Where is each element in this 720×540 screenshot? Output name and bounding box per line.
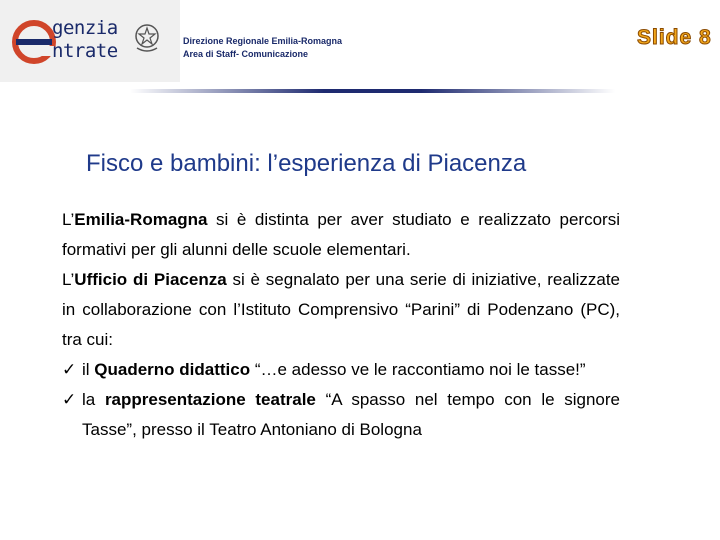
paragraph-emilia-romagna [62,205,620,265]
slide-number-badge: Slide 8 [637,26,712,49]
bullet-emphasis: rappresentazione teatrale [104,390,316,409]
logo-text-line1: genzia [52,17,118,39]
bullet-text: il [82,360,95,379]
check-icon: ✓ [62,390,77,409]
bullet-teatro [62,385,620,445]
agency-logo [0,0,180,82]
bullet-text: la [82,390,105,409]
org-header [183,35,342,61]
bullet-emphasis: Quaderno didattico [94,360,251,379]
paragraph-text: si è segnalato per una serie di iniziative, realizzate in collaborazione con l’Istituto Comprensivo “Parini” di Podenzano (PC), tra cui: [62,270,621,349]
italian-republic-emblem-icon [133,20,161,56]
agency-e-logo-icon [12,20,56,64]
paragraph-ufficio-piacenza [62,265,620,355]
org-name: Direzione Regionale Emilia-Romagna [183,36,343,46]
logo-text-line2: ntrate [52,40,118,62]
slide-body [62,205,620,445]
bullet-quaderno [62,355,620,385]
paragraph-text: L’ [62,210,75,229]
slide-title: Fisco e bambini: l’esperienza di Piacenza [86,150,527,177]
bullet-text: “…e adesso ve le raccontiamo noi le tasse!” [250,360,586,379]
org-department: Area di Staff- Comunicazione [183,49,309,59]
header-divider [130,89,615,93]
paragraph-emphasis: Emilia-Romagna [74,210,208,229]
check-icon: ✓ [62,360,77,379]
paragraph-text: si è distinta per aver studiato e realizzato percorsi formativi per gli alunni delle scuole elementari. [62,210,620,259]
bullet-text: “A spasso nel tempo con le signore Tasse”, presso il Teatro Antoniano di Bologna [82,390,621,439]
paragraph-emphasis: Ufficio di Piacenza [74,270,227,289]
paragraph-text: L’ [62,270,75,289]
